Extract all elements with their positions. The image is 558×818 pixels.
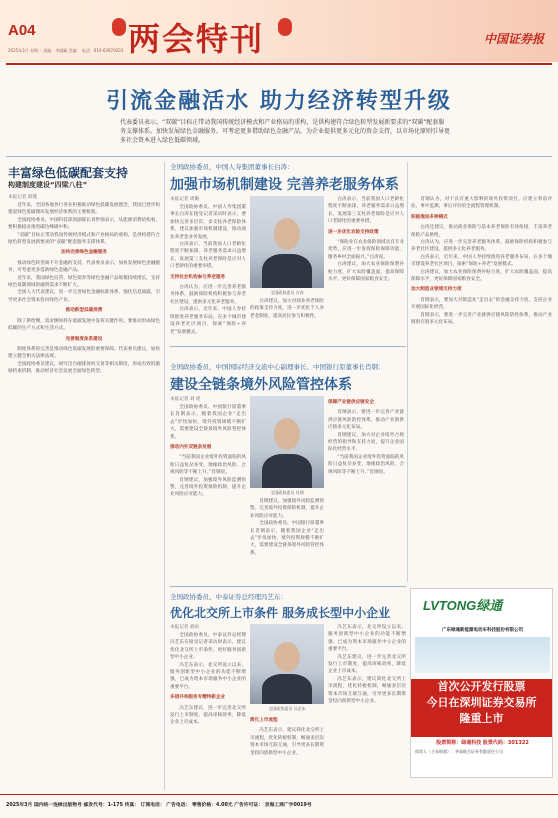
dateline: 2025年3月 星期一 责编：李淑娴 美编： 电话：010-63070203	[8, 48, 124, 53]
section-heading: 保障产业链供应链安全	[328, 400, 374, 405]
paragraph: 冯艺东建议，进一步完善北交所发行上市制度，提高审核效率，降低企业上市成本。	[170, 705, 246, 726]
article2-col1	[170, 404, 246, 582]
advertisement[interactable]	[410, 588, 553, 778]
section-heading: 进一步优化农险支持政策	[328, 229, 379, 235]
ad-headline: 隆重上市	[459, 712, 504, 725]
column-divider	[164, 162, 165, 790]
article2-kicker: 全国政协委员、中国国际经济交流中心副理事长、中国银行原董事长肖钢：	[170, 363, 385, 371]
article3-photo-caption: 全国政协委员 冯艺东	[268, 706, 306, 711]
paragraph: 肖钢表示，要加大对制造业“走出去”的金融支持力度，支持企业开展国际化经营。	[411, 297, 552, 311]
ad-stock-code: 股票简称：绿通科技 股票代码：301322	[436, 740, 529, 746]
paragraph: 全国政协委员、中泰证券总经理冯艺东在接受记者采访时表示，建议优化北交所上市条件，更好服务创新型中小企业。	[170, 633, 246, 661]
paragraph: 近年来，我国绿色信贷、绿色债券等绿色金融产品规模持续增长，支持绿色低碳领域的融资需求不断扩大。	[8, 275, 160, 289]
article1-title: 加强市场机制建设 完善养老服务体系	[170, 177, 399, 193]
paragraph: 全国政协委员建议，研究出台碳排放权交易等相关制度，形成有效的激励约束机制，推动经济社会发展全面绿色转型。	[8, 361, 160, 375]
paragraph: 肖钢建议，加强境外风险监测预警，完善境外投资保险机制，提升企业风险应对能力。	[250, 499, 324, 519]
article2-photo-caption: 全国政协委员 肖钢	[270, 490, 304, 495]
paragraph: 白涛还建议，推动商业保险与基本养老保险有效衔接，丰富养老保险产品供给。	[411, 225, 552, 238]
ad-company: 广东绿通新能源电动车科技股份有限公司	[442, 628, 523, 633]
section-heading: 推动新型低碳消费	[65, 308, 103, 314]
paragraph: 近年来，全国各地各行各业积极推动绿色低碳发展理念，我国已逐步构建起绿色低碳循环发展经济体系的主要框架。	[8, 203, 160, 216]
paragraph: 白涛表示，近年来，中国人寿持续推进养老服务布局，在多个城市建设养老社区项目，探索“保险+养老”发展模式。	[411, 254, 552, 268]
paragraph: 全国政协委员、中国银行原董事长肖钢表示，随着我国企业“走出去”步伐加快，境外投资规模不断扩大，需要建设全链条境外风险管控体系。	[250, 521, 324, 556]
lead-intro: 代表委员表示，“双碳”目标正带动我国传统经济模式和产业格局的重构，是供构建符合绿色转型发展新要求的“双碳”配套服务支撑体系。加快发展绿色金融服务，可考虑更多借助绿色金融产品，为企业提供更多元化的资金支持，以市场化原则引导更多社会资本进入绿色低碳领域。	[120, 119, 451, 144]
paragraph: 全国政协委员、中国科技部原副部长刘世锦表示，从能源消费结构看，要积极稳妥推进碳达峰碳中和。	[8, 217, 160, 231]
portrait-face	[274, 418, 300, 450]
paragraph: 白涛建议，加大对商业养老保险的政策支持力度，进一步优化个人养老金制度，提高居民参与积极性。	[250, 299, 324, 319]
article2-title: 建设全链条境外风险管控体系	[170, 377, 352, 393]
paragraph: 全国人大代表建议，进一步完善绿色金融标准体系，强化信息披露，引导更多社会资本投向绿色产业。	[8, 290, 160, 303]
article1-byline: 本报记者 周璐	[170, 197, 200, 202]
paragraph: 白涛认为，应进一步完善养老服务体系，鼓励保险机构积极参与养老社区建设，提供多元化养老服务。	[170, 285, 246, 305]
section-heading: 支持社会机构参与养老服务	[170, 274, 226, 280]
section-heading: 简化上市流程	[250, 718, 278, 723]
article1-col2	[250, 298, 324, 342]
column-divider	[407, 162, 408, 582]
paragraph: 肖钢建议，加大对企业境外合规经营的指导和支持力度，提升企业国际化经营水平。	[328, 432, 404, 453]
paragraph: 白涛建议，加大农业保险保费补贴力度，扩大农险覆盖面，提高保障水平，更好保障国家粮食安全。	[328, 262, 404, 283]
paragraph: 全国政协委员、中国银行原董事长肖钢表示，随着我国企业“走出去”步伐加快，境外投资规模不断扩大，需要建设全链条境外风险管控体系。	[170, 405, 246, 440]
article1-col1	[170, 204, 246, 342]
article3-byline: 本报记者 胡雨	[170, 625, 200, 630]
page-footer	[0, 794, 558, 818]
portrait-face	[274, 218, 300, 250]
ad-footer: 保荐人（主承销商）：华泰联合证券有限责任公司	[415, 749, 503, 754]
paragraph: 肖钢表示，要进一步完善产业链供应链风险防控体系，推动产业链供应链多元化布局。	[411, 312, 552, 326]
article1-col3	[328, 196, 404, 342]
article3-kicker: 全国政协委员、中泰证券总经理冯艺东：	[170, 593, 287, 601]
article2-photo	[250, 396, 324, 488]
article3-title: 优化北交所上市条件 服务成长型中小企业	[170, 606, 391, 620]
section-heading: 加快完善绿色金融服务	[61, 250, 107, 256]
paragraph: “保险业在农业保险领域具有专业优势，应进一步发挥保险保障功能，服务乡村全面振兴。”白涛说。	[328, 240, 404, 260]
article1-photo-caption: 全国政协委员 白涛	[270, 290, 304, 295]
paragraph: 白涛建议，加大农业保险保费补贴力度，扩大农险覆盖面，提高保障水平，更好保障国家粮食安全。	[411, 269, 552, 283]
paragraph: 冯艺东表示，北交所设立以来，服务创新型中小企业的功能不断增强，已成为资本市场服务中小企业的重要平台。	[328, 625, 406, 653]
ad-banner	[411, 679, 552, 737]
paragraph: 制度体系的完善是推动绿色低碳发展的重要保障。代表委员建议，加快建立健全相关法律法规。	[8, 346, 160, 360]
portrait-body	[262, 454, 312, 488]
left-article-body	[8, 202, 160, 788]
paragraph: “当前我国企业境外投资面临的风险日益复杂多变，地缘政治风险、合规风险等不断上升。”肖钢说。	[328, 454, 404, 475]
paragraph: 全国政协委员、中国人寿集团董事长白涛在接受记者采访时表示，要加快完善多层次、多支柱养老保险体系，建议加强市场机制建设，推动商业养老金业务发展。	[170, 205, 246, 240]
paragraph: 肖钢认为，对于具有重大影响的境外投资项目，应建立事前评估、事中监测、事后评价的全流程管理机制。	[411, 197, 552, 210]
article3-col2	[250, 714, 324, 790]
paragraph: 除了供给侧，需求侧同样在低碳发展中发挥关键作用。要推动形成绿色低碳的生产方式和生活方式。	[8, 318, 160, 332]
article2-byline: 本报记者 刘 瑶	[170, 397, 201, 402]
paragraph: “双碳”目标正带动我国传统经济模式和产业格局的重构，是供构建符合绿色转型发展新要求的“双碳”配套服务支撑体系。	[8, 232, 160, 246]
portrait-face	[274, 642, 300, 672]
section-heading: 多措并举服务专精特新企业	[170, 695, 226, 701]
paragraph: 白涛表示，当前我国人口老龄化程度不断加深，养老服务需求日益增长，发展第三支柱养老保险是应对人口老龄化的重要举措。	[170, 242, 246, 270]
lantern-icon	[278, 18, 292, 36]
lead-headline: 引流金融活水 助力经济转型升级	[106, 89, 452, 114]
portrait-body	[262, 254, 312, 288]
paragraph: 肖钢建议，加强境外风险监测预警，完善境外投资保险机制，提升企业风险应对能力。	[170, 477, 246, 498]
footer-text: 2025年3月 国内统一连续出版物号 邮发代号：1-175 传真： 订阅电话： 广告电话： 零售价格：4.00元 广告许可证： 京海工商广字0019号	[6, 803, 312, 808]
paragraph: 推动绿色转型离不开金融的支持。代表委员表示，加快发展绿色金融服务，可考虑更多借助绿色金融产品。	[8, 260, 160, 274]
left-article-subtitle: 构建制度建设“四梁八柱”	[8, 181, 88, 189]
paragraph: 白涛表示，近年来，中国人寿持续推进养老服务布局，在多个城市建设养老社区项目，探索“保险+养老”发展模式。	[170, 307, 246, 335]
ad-image	[415, 637, 550, 673]
left-article-title: 丰富绿色低碳配套支持	[8, 166, 129, 180]
lantern-icon	[112, 18, 126, 36]
right-column	[411, 196, 552, 582]
paragraph: 冯艺东表示，建议简化北交所上市流程，优化转板机制，畅通多层次资本市场互联互通，引导更多长期资金投向创新型中小企业。	[250, 728, 324, 756]
article1-kicker: 全国政协委员、中国人寿集团董事长白涛：	[170, 163, 294, 171]
paragraph: 冯艺东表示，北交所设立以来，服务创新型中小企业的功能不断增强，已成为资本市场服务中小企业的重要平台。	[170, 662, 246, 690]
portrait-body	[262, 674, 312, 704]
ad-logo: LVTONG绿通	[423, 598, 503, 613]
section-rule	[170, 346, 406, 347]
paragraph: 冯艺东表示，建议简化北交所上市流程，优化转板机制，畅通多层次资本市场互联互通，引导更多长期资金投向创新型中小企业。	[328, 676, 406, 705]
ad-headline: 首次公开发行股票	[437, 680, 526, 693]
section-heading: 完善制度体系建设	[65, 336, 103, 342]
article1-photo	[250, 196, 324, 288]
page-number: A04	[8, 22, 36, 39]
paragraph: 冯艺东建议，进一步完善北交所发行上市制度，提高审核效率，降低企业上市成本。	[328, 654, 406, 675]
paragraph: 白涛认为，应进一步完善养老服务体系，鼓励保险机构积极参与养老社区建设，提供多元化养老服务。	[411, 240, 552, 253]
left-article-byline: 本报记者 薛瑾	[8, 195, 38, 200]
section-heading: 推动内外双链条发展	[170, 445, 212, 451]
lead-rule	[6, 156, 552, 157]
paragraph: 肖钢表示，要进一步完善产业链供应链风险防控体系，推动产业链供应链多元化布局。	[328, 410, 404, 431]
section-heading: 加大制造业领域支持力度	[411, 287, 462, 293]
paper-name: 中国证券报	[483, 32, 544, 46]
header-rule	[6, 63, 552, 65]
article3-col1	[170, 632, 246, 790]
section-title: 两会特刊	[128, 20, 265, 58]
page-header	[0, 0, 558, 62]
article3-photo	[250, 624, 324, 704]
article2-col2	[250, 498, 324, 582]
article2-col3	[328, 396, 404, 582]
article3-col3	[328, 624, 406, 790]
section-heading: 积极推进多种模式	[411, 214, 448, 220]
section-rule	[170, 586, 406, 587]
paragraph: “当前我国企业境外投资面临的风险日益复杂多变，地缘政治风险、合规风险等不断上升。”肖钢说。	[170, 455, 246, 476]
paragraph: 白涛表示，当前我国人口老龄化程度不断加深，养老服务需求日益增长，发展第三支柱养老保险是应对人口老龄化的重要举措。	[328, 197, 404, 225]
ad-headline: 今日在深圳证券交易所	[426, 696, 537, 709]
